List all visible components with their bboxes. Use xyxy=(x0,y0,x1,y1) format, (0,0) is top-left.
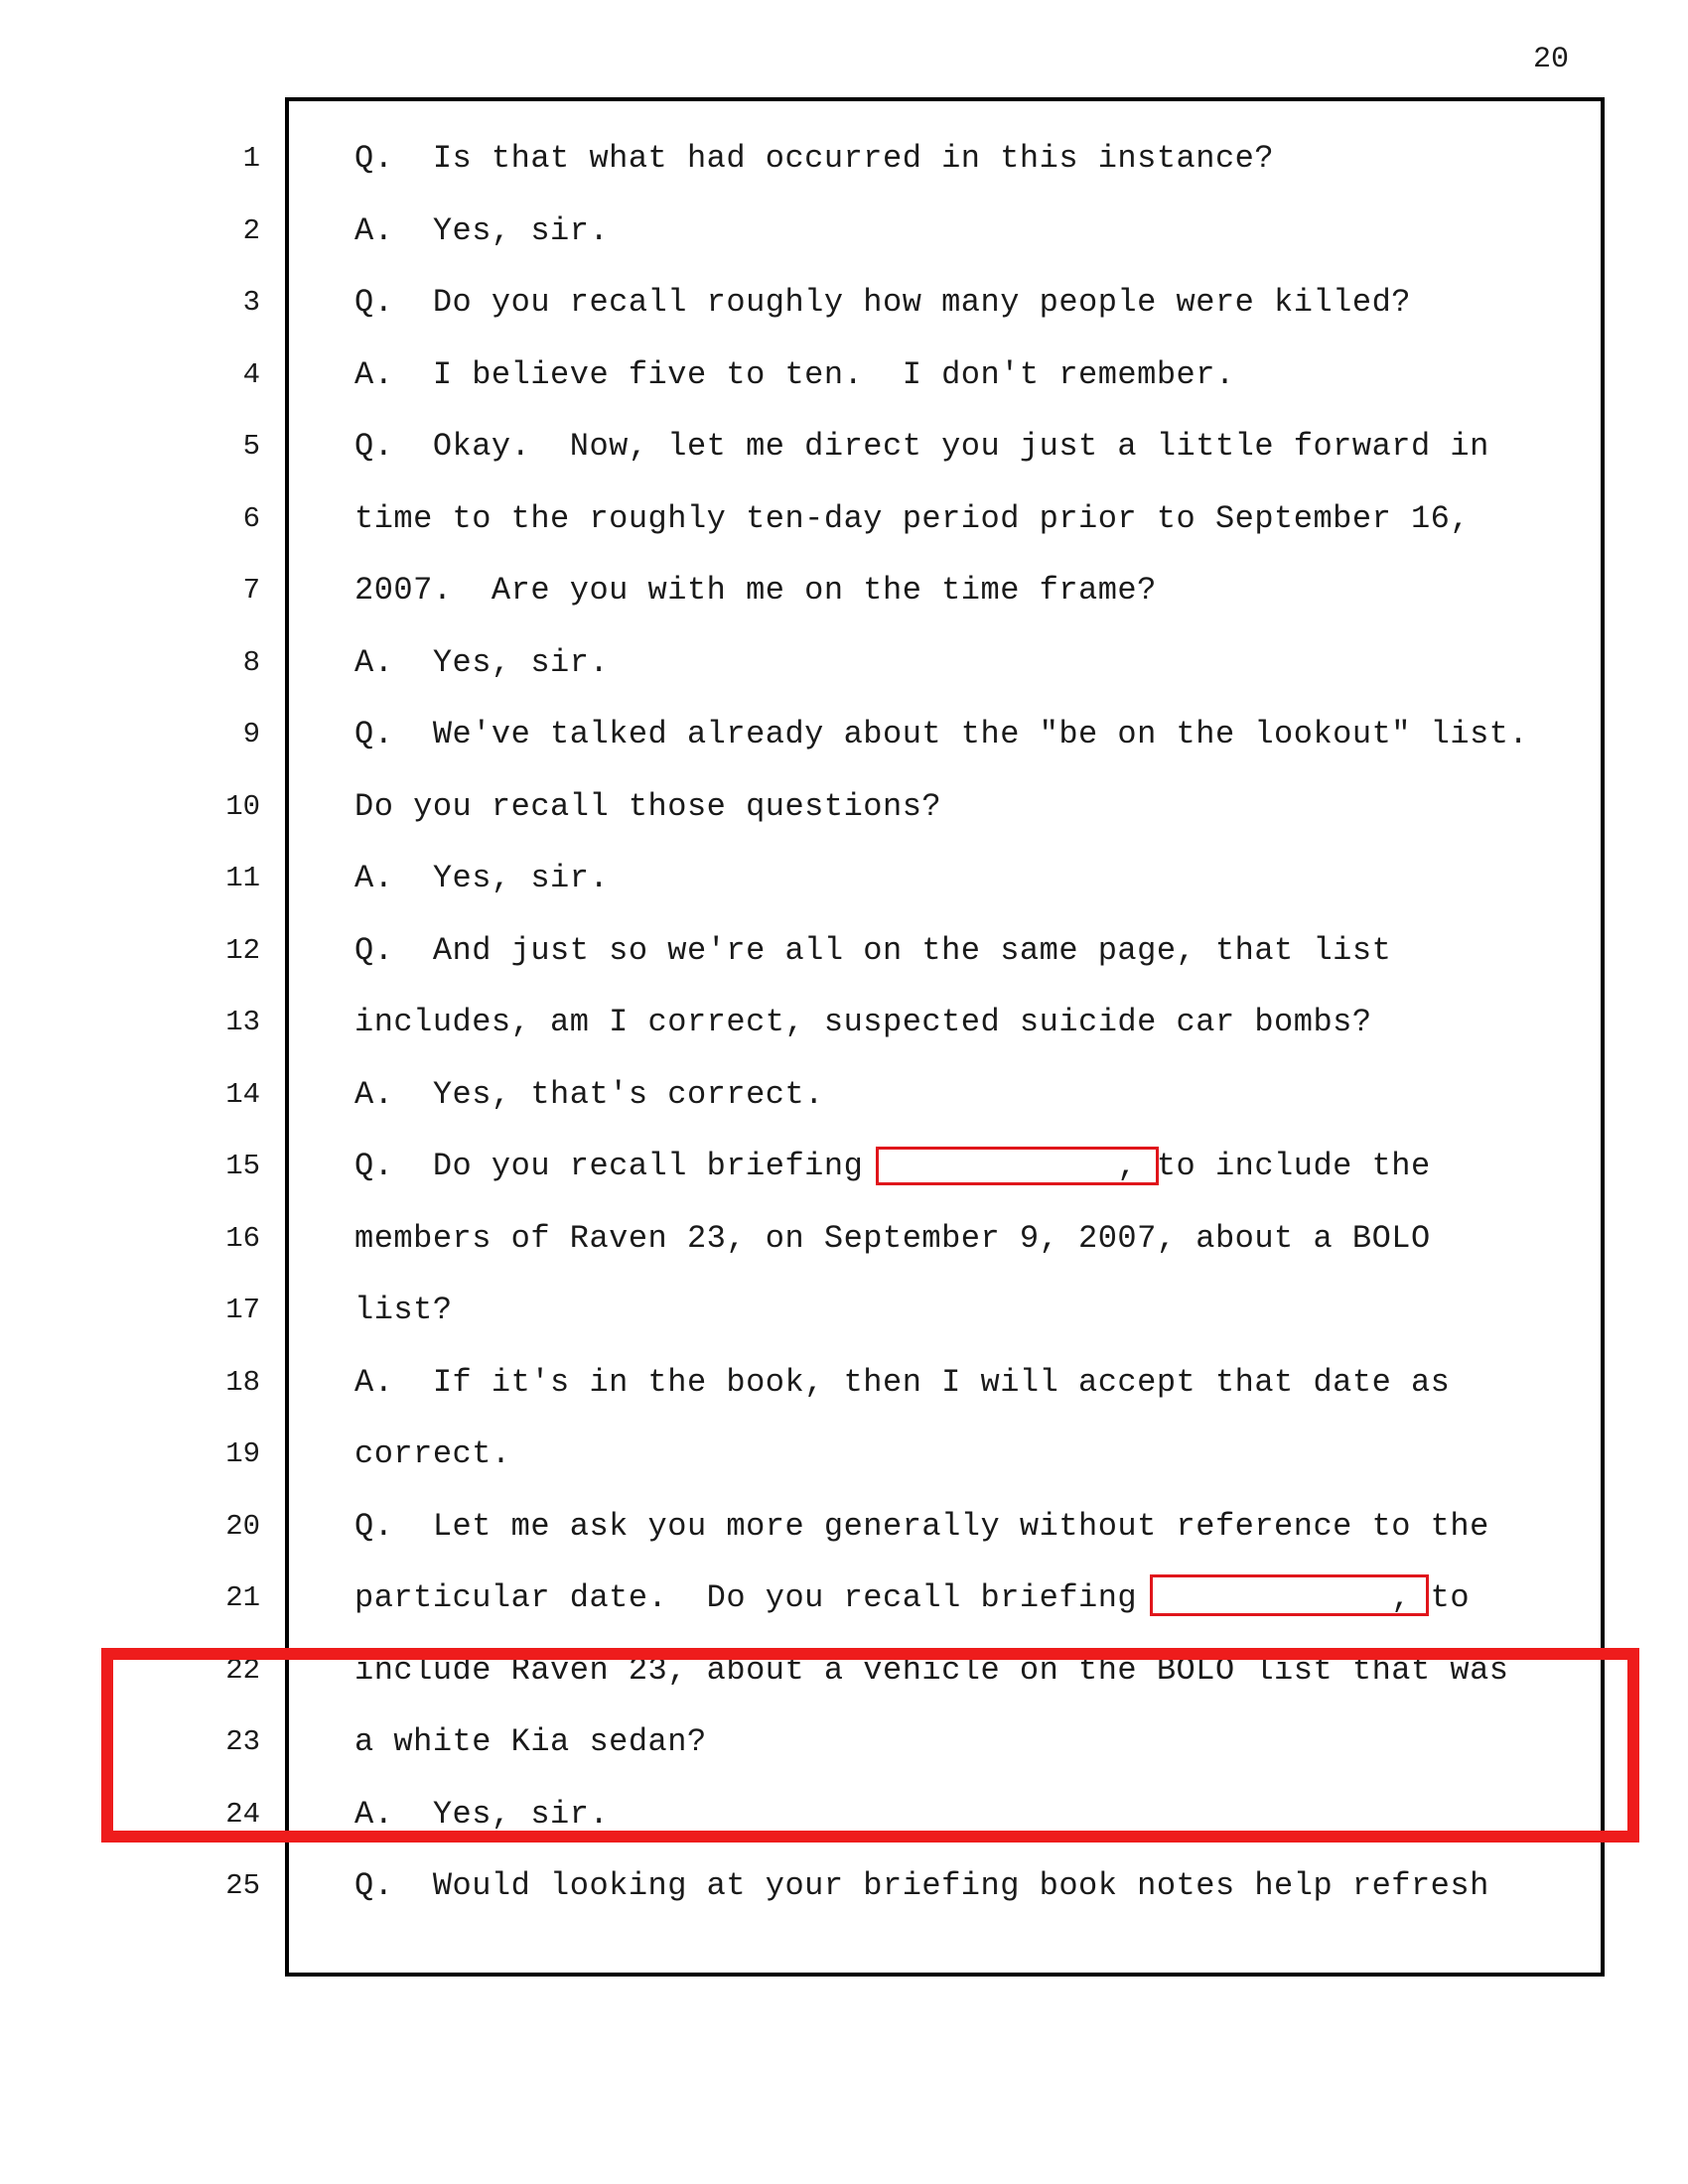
transcript-line: A. Yes, sir. xyxy=(354,860,610,896)
line-number: 22 xyxy=(225,1653,260,1687)
page-number: 20 xyxy=(1532,43,1569,76)
transcript-line: time to the roughly ten-day period prior to September 16, xyxy=(354,499,1471,537)
transcript-line: A. If it's in the book, then I will accept that date as xyxy=(354,1363,1451,1401)
transcript-line: Q. And just so we're all on the same page, that list xyxy=(354,931,1392,969)
transcript-line: A. Yes, sir. xyxy=(354,1795,610,1833)
line-number: 20 xyxy=(225,1509,260,1543)
line-number: 2 xyxy=(242,213,260,247)
line-number: 3 xyxy=(242,286,260,319)
transcript-line: Q. Would looking at your briefing book notes help refresh xyxy=(354,1867,1489,1904)
transcript-line: 2007. Are you with me on the time frame? xyxy=(354,572,1157,609)
line-number: 19 xyxy=(225,1437,260,1470)
line-number: 12 xyxy=(225,933,260,967)
line-number: 11 xyxy=(225,862,260,894)
line-number: 21 xyxy=(225,1581,260,1614)
transcript-line: Q. Let me ask you more generally without reference to the xyxy=(354,1507,1489,1545)
line-number: 7 xyxy=(242,574,260,607)
line-number: 18 xyxy=(225,1365,260,1399)
transcript-line: Q. Do you recall briefing , to include the xyxy=(354,1148,1431,1184)
transcript-line: Q. Do you recall roughly how many people were killed? xyxy=(354,284,1411,321)
redaction-box xyxy=(876,1147,1159,1185)
line-number: 17 xyxy=(225,1294,260,1326)
line-number: 25 xyxy=(225,1869,260,1902)
line-number: 8 xyxy=(242,645,260,679)
transcript-line: Q. We've talked already about the "be on the lookout" list. xyxy=(354,716,1529,752)
line-number: 16 xyxy=(225,1221,260,1255)
highlight-box xyxy=(101,1648,1639,1843)
line-number: 6 xyxy=(242,501,260,535)
line-number: 24 xyxy=(225,1797,260,1831)
transcript-line: Do you recall those questions? xyxy=(354,787,942,825)
transcript-line: A. I believe five to ten. I don't remember. xyxy=(354,355,1235,393)
transcript-line: particular date. Do you recall briefing , to xyxy=(354,1579,1471,1616)
transcript-line: include Raven 23, about a vehicle on the BOLO list that was xyxy=(354,1651,1509,1689)
transcript-line: correct. xyxy=(354,1435,511,1472)
transcript-line: A. Yes, sir. xyxy=(354,643,610,681)
transcript-line: members of Raven 23, on September 9, 2007, about a BOLO xyxy=(354,1219,1431,1257)
redaction-box xyxy=(1150,1574,1429,1616)
transcript-line: A. Yes, that's correct. xyxy=(354,1075,824,1113)
line-number: 23 xyxy=(225,1725,260,1758)
line-number: 5 xyxy=(242,430,260,463)
line-number: 1 xyxy=(242,142,260,175)
line-number: 13 xyxy=(225,1006,260,1038)
line-number: 9 xyxy=(242,718,260,751)
transcript-line: list? xyxy=(354,1292,453,1328)
transcript-line: A. Yes, sir. xyxy=(354,211,610,249)
line-number: 15 xyxy=(225,1150,260,1182)
transcript-line: Q. Is that what had occurred in this instance? xyxy=(354,140,1275,177)
line-number: 4 xyxy=(242,357,260,391)
transcript-line: Q. Okay. Now, let me direct you just a little forward in xyxy=(354,428,1489,465)
line-number: 10 xyxy=(225,789,260,823)
transcript-line: a white Kia sedan? xyxy=(354,1723,707,1760)
line-number: 14 xyxy=(225,1077,260,1111)
transcript-line: includes, am I correct, suspected suicide car bombs? xyxy=(354,1004,1372,1040)
